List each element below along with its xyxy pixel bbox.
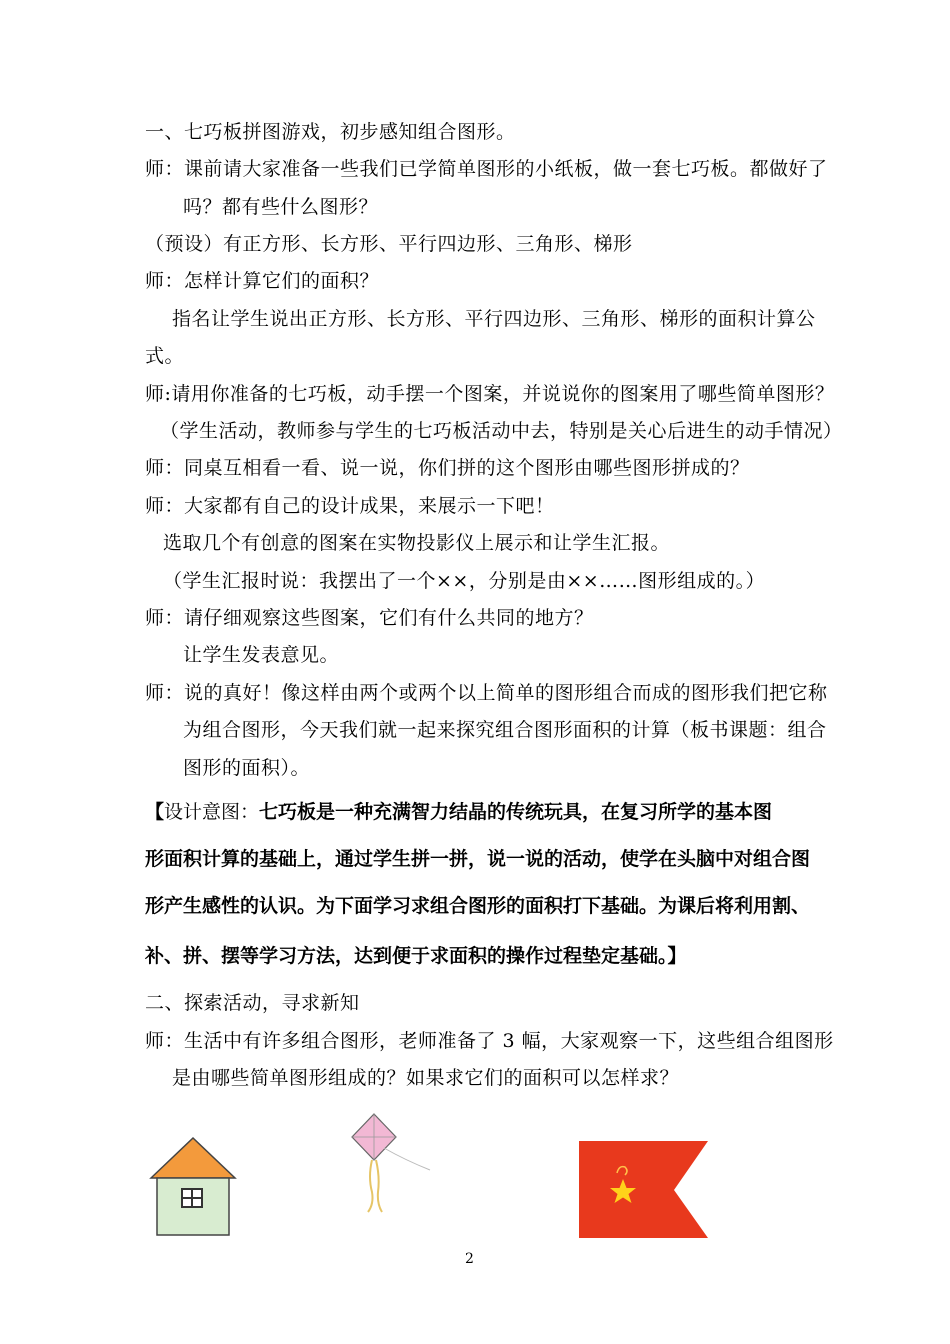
paragraph: 师：课前请大家准备一些我们已学简单图形的小纸板，做一套七巧板。都做好了: [145, 158, 828, 180]
design-intent-line: [145, 800, 815, 824]
paragraph: 师：生活中有许多组合图形，老师准备了 3 幅，大家观察一下，这些组合组图形: [145, 1030, 834, 1052]
paragraph: （学生活动，教师参与学生的七巧板活动中去，特别是关心后进生的动手情况）: [160, 420, 843, 442]
section1-heading: 一、七巧板拼图游戏，初步感知组合图形。: [145, 121, 516, 143]
paragraph: 师：说的真好！像这样由两个或两个以上简单的图形组合而成的图形我们把它称: [145, 682, 828, 704]
paragraph: 指名让学生说出正方形、长方形、平行四边形、三角形、梯形的面积计算公: [172, 308, 816, 330]
paragraph: 吗？都有些什么图形？: [183, 196, 379, 218]
design-intent-line: 形产生感性的认识。为下面学习求组合图形的面积打下基础。为课后将利用割、: [145, 895, 811, 917]
paragraph: 师:请用你准备的七巧板，动手摆一个图案，并说说你的图案用了哪些简单图形？: [145, 383, 835, 405]
flag-figure: [579, 1141, 709, 1239]
paragraph: 师：大家都有自己的设计成果，来展示一下吧！: [145, 495, 555, 517]
house-roof: [151, 1138, 235, 1178]
paragraph: 式。: [145, 345, 185, 367]
paragraph: 让学生发表意见。: [183, 644, 340, 666]
paragraph: 师：同桌互相看一看、说一说，你们拼的这个图形由哪些图形拼成的？: [145, 457, 750, 479]
paragraph: （预设）有正方形、长方形、平行四边形、三角形、梯形: [145, 233, 633, 255]
paragraph: 师：请仔细观察这些图案，它们有什么共同的地方？: [145, 607, 594, 629]
paragraph: 选取几个有创意的图案在实物投影仪上展示和让学生汇报。: [163, 532, 671, 554]
kite-tail: [376, 1160, 382, 1212]
design-intent-label: 设计意图：: [164, 801, 260, 823]
page-number: 2: [465, 1251, 474, 1267]
section2-heading: 二、探索活动，寻求新知: [145, 992, 360, 1014]
design-intent-line: 补、拼、摆等学习方法，达到便于求面积的操作过程垫定基础。】: [145, 945, 687, 967]
kite-string: [384, 1148, 430, 1170]
flag-body: [579, 1141, 708, 1238]
kite-tail: [368, 1160, 373, 1212]
paragraph: 师：怎样计算它们的面积？: [145, 270, 380, 292]
paragraph: 图形的面积）。: [183, 757, 311, 779]
design-intent-text: 七巧板是一种充满智力结晶的传统玩具，在复习所学的基本图: [259, 801, 773, 823]
design-intent-line: 形面积计算的基础上，通过学生拼一拼，说一说的活动，使学在头脑中对组合图: [145, 848, 811, 870]
kite-figure: [350, 1112, 435, 1214]
paragraph: 是由哪些简单图形组成的？如果求它们的面积可以怎样求？: [172, 1067, 680, 1089]
design-open-bracket: 【: [145, 801, 165, 823]
paragraph: （学生汇报时说：我摆出了一个××，分别是由××……图形组成的。）: [163, 570, 766, 592]
paragraph: 为组合图形，今天我们就一起来探究组合图形面积的计算（板书课题：组合: [183, 719, 827, 741]
house-figure: [148, 1136, 238, 1238]
